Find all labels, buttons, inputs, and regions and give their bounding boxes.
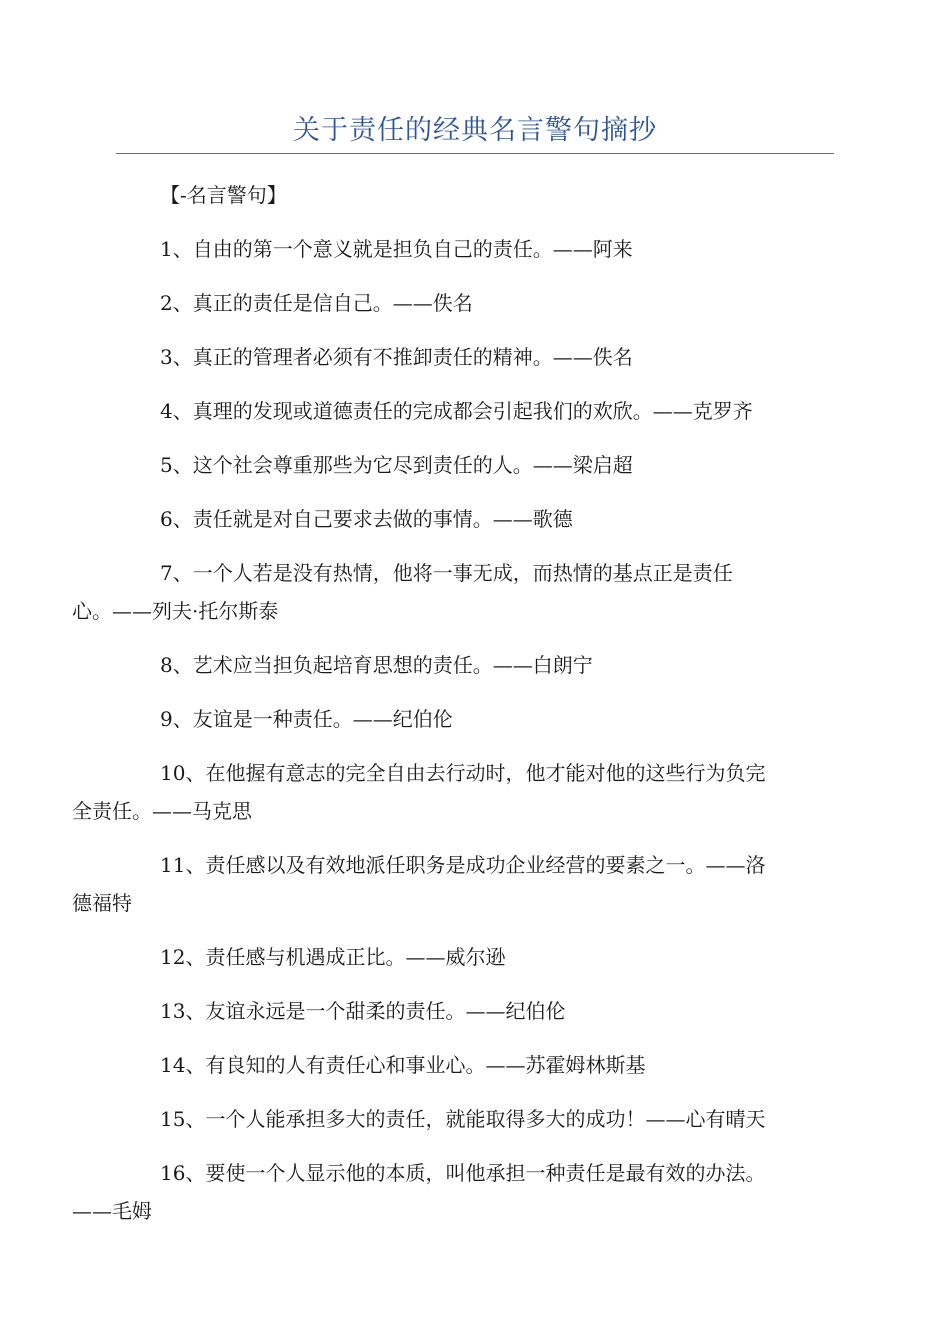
- quote-paragraph: [116, 392, 834, 430]
- section-heading-text: 【-名言警句】: [160, 183, 287, 207]
- quote-line: 1、自由的第一个意义就是担负自己的责任。——阿来: [160, 237, 633, 261]
- quote-line: 7、一个人若是没有热情，他将一事无成，而热情的基点正是责任: [160, 561, 733, 585]
- quote-paragraph: [116, 500, 834, 538]
- quote-paragraph: [116, 1046, 834, 1084]
- section-heading: [116, 176, 834, 214]
- quote-line: 14、有良知的人有责任心和事业心。——苏霍姆林斯基: [160, 1053, 646, 1077]
- title-underline: [116, 153, 834, 154]
- quote-paragraph: [72, 554, 834, 630]
- quote-paragraph: [116, 446, 834, 484]
- quote-line: 16、要使一个人显示他的本质，叫他承担一种责任是最有效的办法。: [160, 1161, 766, 1185]
- quote-line: 13、友谊永远是一个甜柔的责任。——纪伯伦: [160, 999, 566, 1023]
- quote-paragraph: [116, 230, 834, 268]
- quote-paragraph: [116, 938, 834, 976]
- quote-paragraph: [116, 992, 834, 1030]
- quote-line: 10、在他握有意志的完全自由去行动时，他才能对他的这些行为负完: [160, 761, 766, 785]
- quote-line: 2、真正的责任是信自己。——佚名: [160, 291, 473, 315]
- quote-line: 15、一个人能承担多大的责任，就能取得多大的成功！——心有晴天: [160, 1107, 766, 1131]
- quote-line: 3、真正的管理者必须有不推卸责任的精神。——佚名: [160, 345, 633, 369]
- quote-paragraph: [116, 338, 834, 376]
- quote-paragraph: [116, 284, 834, 322]
- quote-paragraph: [116, 1100, 834, 1138]
- quote-line-continuation: 德福特: [72, 891, 132, 915]
- quote-line: 6、责任就是对自己要求去做的事情。——歌德: [160, 507, 573, 531]
- quote-line: 11、责任感以及有效地派任职务是成功企业经营的要素之一。——洛: [160, 853, 766, 877]
- quote-line: 8、艺术应当担负起培育思想的责任。——白朗宁: [160, 653, 593, 677]
- quote-line-continuation: 心。——列夫·托尔斯泰: [72, 599, 279, 623]
- quote-line-continuation: 全责任。——马克思: [72, 799, 252, 823]
- quote-paragraph: [116, 646, 834, 684]
- quote-line-continuation: ——毛姆: [72, 1199, 152, 1223]
- quote-line: 5、这个社会尊重那些为它尽到责任的人。——梁启超: [160, 453, 633, 477]
- quote-paragraph: [72, 1154, 834, 1230]
- quote-line: 4、真理的发现或道德责任的完成都会引起我们的欢欣。——克罗齐: [160, 399, 753, 423]
- page-title: 关于责任的经典名言警句摘抄: [293, 115, 657, 146]
- quote-line: 9、友谊是一种责任。——纪伯伦: [160, 707, 453, 731]
- document-body: [72, 176, 834, 1230]
- quote-paragraph: [72, 846, 834, 922]
- quote-paragraph: [116, 700, 834, 738]
- quote-line: 12、责任感与机遇成正比。——威尔逊: [160, 945, 506, 969]
- quote-paragraph: [72, 754, 834, 830]
